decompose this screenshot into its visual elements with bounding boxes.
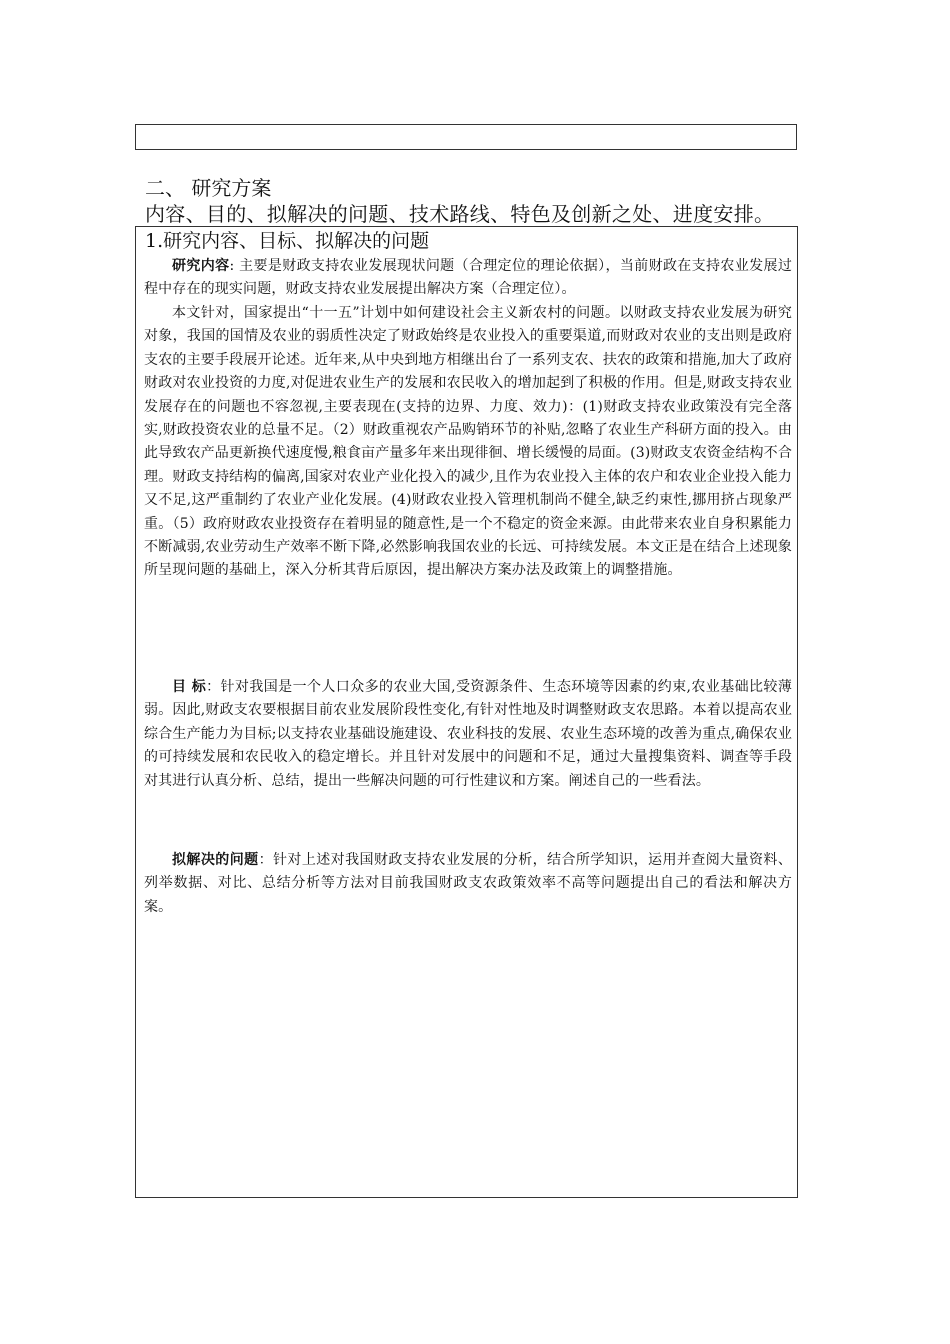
goal-text: ：针对我国是一个人口众多的农业大国,受资源条件、生态环境等因素的约束,农业基础比较薄弱。因此,财政支农要根据目前农业发展阶段性变化,有针对性地及时调整财政支农思路。本着以提高农业综合生产能力为目标;以支持农业基础设施建设、农业科技的发展、农业生态环境的改善为重点,确保农业的可持续发展和农民收入的稳定增长。并且针对发展中的问题和不足，通过大量搜集资料、调查等手段对其进行认真分析、总结，提出一些解决问题的可行性建议和方案。阐述自己的一些看法。 (144, 679, 792, 789)
goal-label: 目 标 (172, 679, 207, 695)
problem-text: ：针对上述对我国财政支持农业发展的分析，结合所学知识，运用并查阅大量资料、列举数据、对比、总结分析等方法对目前我国财政支农政策效率不高等问题提出自己的看法和解决方案。 (144, 852, 792, 915)
box-heading: 1.研究内容、目标、拟解决的问题 (145, 230, 430, 252)
problem-label: 拟解决的问题 (172, 852, 259, 868)
top-table-box (135, 124, 797, 150)
section-subtitle: 内容、目的、拟解决的问题、技术路线、特色及创新之处、进度安排。 (145, 202, 775, 226)
research-content-label: 研究内容 (172, 258, 230, 274)
goal-paragraph (144, 676, 792, 793)
research-content-paragraph (144, 255, 792, 302)
research-content-text: : 主要是财政支持农业发展现状问题（合理定位的理论依据），当前财政在支持农业发展过程中存在的现实问题，财政支持农业发展提出解决方案（合理定位）。 (144, 258, 792, 298)
research-plan-box (135, 226, 798, 1198)
research-body-paragraph: 本文针对，国家提出“十一五”计划中如何建设社会主义新农村的问题。以财政支持农业发展为研究对象，我国的国情及农业的弱质性决定了财政始终是农业投入的重要渠道,而财政对农业的支出则是政府支农的主要手段展开论述。近年来,从中央到地方相继出台了一系列支农、扶农的政策和措施,加大了政府财政对农业投资的力度,对促进农业生产的发展和农民收入的增加起到了积极的作用。但是,财政支持农业发展存在的问题也不容忽视,主要表现在(支持的边界、力度、效力)：(1)财政支持农业政策没有完全落实,财政投资农业的总量不足。（2）财政重视农产品购销环节的补贴,忽略了农业生产科研方面的投入。由此导致农产品更新换代速度慢,粮食亩产量多年来出现徘徊、增长缓慢的局面。(3)财政支农资金结构不合理。财政支持结构的偏离,国家对农业产业化投入的减少,且作为农业投入主体的农户和农业企业投入能力又不足,这严重制约了农业产业化发展。(4)财政农业投入管理机制尚不健全,缺乏约束性,挪用挤占现象严重。（5）政府财政农业投资存在着明显的随意性,是一个不稳定的资金来源。由此带来农业自身积累能力不断减弱,农业劳动生产效率不断下降,必然影响我国农业的长远、可持续发展。本文正是在结合上述现象所呈现问题的基础上，深入分析其背后原因，提出解决方案办法及政策上的调整措施。 (144, 305, 793, 579)
problem-paragraph (144, 849, 792, 919)
section-title: 二、 研究方案 (145, 176, 272, 200)
